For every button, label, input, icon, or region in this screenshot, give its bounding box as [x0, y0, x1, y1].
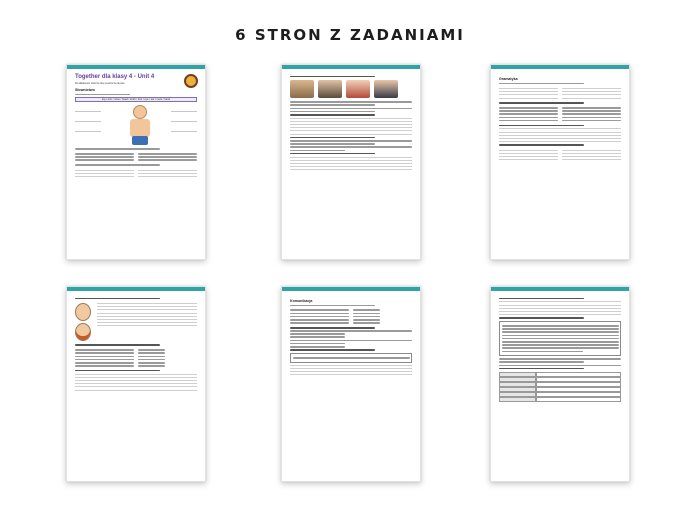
figure-head — [133, 105, 147, 119]
reading-text-box — [499, 321, 621, 356]
figure-legs — [132, 136, 148, 145]
word-box — [290, 353, 412, 363]
section-heading: Komunikacja — [290, 299, 313, 303]
photo — [346, 80, 370, 98]
worksheet-page-4 — [66, 286, 206, 482]
worksheet-page-1 — [66, 64, 206, 260]
worksheet-subtitle: Dodatkowe ćwiczenia powtórzeniowe — [75, 81, 125, 85]
worksheet-page-5 — [281, 286, 421, 482]
exercise-instruction — [75, 148, 160, 150]
exercise-instruction — [75, 94, 130, 96]
section-heading: Gramatyka — [499, 77, 518, 81]
photo — [290, 80, 314, 98]
people-photos — [290, 80, 412, 98]
worksheet-page-2 — [281, 64, 421, 260]
word-bank: leg / arm / nose / head / tooth / foot / eye / ear / neck / hand — [75, 97, 197, 102]
section-heading: Słownictwo — [75, 88, 95, 92]
figure-body — [130, 119, 150, 137]
photo — [318, 80, 342, 98]
teal-top-band — [67, 287, 205, 291]
teal-top-band — [491, 65, 629, 69]
page-heading: 6 STRON Z ZADANIAMI — [235, 26, 465, 44]
worksheet-page-6 — [490, 286, 630, 482]
teal-top-band — [282, 287, 420, 291]
worksheet-title: Together dla klasy 4 - Unit 4 — [75, 74, 155, 80]
teal-top-band — [282, 65, 420, 69]
info-table — [499, 372, 621, 402]
teal-top-band — [491, 287, 629, 291]
girl-cartoon — [75, 323, 91, 341]
boy-cartoon — [75, 303, 91, 321]
boy-body-parts-figure — [75, 105, 197, 145]
teal-top-band — [67, 65, 205, 69]
photo — [374, 80, 398, 98]
worksheet-page-3 — [490, 64, 630, 260]
